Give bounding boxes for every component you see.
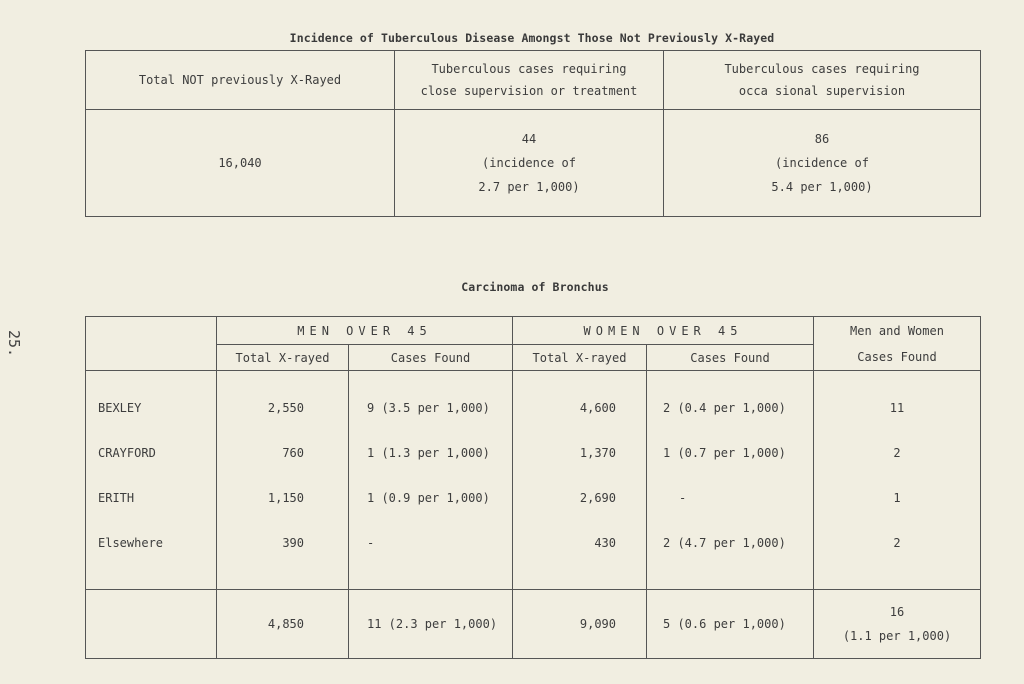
header-line: occa sional supervision bbox=[738, 84, 906, 98]
area-label: Elsewhere bbox=[98, 536, 164, 550]
women-cases-value: - bbox=[679, 491, 687, 505]
cell-line: 5.4 per 1,000) bbox=[771, 180, 873, 194]
table-header-row bbox=[86, 51, 981, 110]
women-total-value: 2,690 bbox=[579, 491, 616, 505]
occasional-supervision-value bbox=[664, 110, 981, 217]
men-cases-found-header: Cases Found bbox=[349, 345, 513, 371]
women-total-xrayed-header: Total X-rayed bbox=[513, 345, 647, 371]
carcinoma-table-title: Carcinoma of Bronchus bbox=[461, 280, 609, 294]
cell-line: (incidence of bbox=[775, 156, 869, 170]
header-line: Total NOT previously X-Rayed bbox=[138, 73, 342, 87]
women-cases-sum: 5 (0.6 per 1,000) bbox=[647, 590, 814, 659]
men-total-column bbox=[217, 371, 349, 590]
cell-line: 2.7 per 1,000) bbox=[478, 180, 580, 194]
men-cases-value: 9 (3.5 per 1,000) bbox=[367, 401, 490, 415]
cell-line: (incidence of bbox=[482, 156, 576, 170]
women-total-value: 4,600 bbox=[579, 401, 616, 415]
header-line: close supervision or treatment bbox=[420, 84, 638, 98]
men-over-45-header: MEN OVER 45 bbox=[217, 317, 513, 345]
cell-line: 44 bbox=[521, 132, 537, 146]
carcinoma-bronchus-table bbox=[85, 316, 981, 659]
men-and-women-header bbox=[814, 317, 981, 371]
men-total-value: 390 bbox=[282, 536, 304, 550]
totals-row bbox=[86, 590, 981, 659]
cell-line: 86 bbox=[814, 132, 830, 146]
header-line: Tuberculous cases requiring bbox=[724, 62, 920, 76]
header-line: Cases Found bbox=[857, 349, 937, 364]
area-column bbox=[86, 371, 217, 590]
all-cases-value: 2 bbox=[893, 446, 901, 460]
close-supervision-value bbox=[395, 110, 664, 217]
header-line: Tuberculous cases requiring bbox=[431, 62, 627, 76]
header-line: Men and Women bbox=[850, 323, 944, 338]
women-cases-value: 2 (4.7 per 1,000) bbox=[663, 536, 786, 550]
all-cases-value: 11 bbox=[889, 401, 905, 415]
men-cases-sum: 11 (2.3 per 1,000) bbox=[349, 590, 513, 659]
blank-corner-cell bbox=[86, 317, 217, 371]
header-total-not-xrayed bbox=[86, 51, 395, 110]
men-cases-column bbox=[349, 371, 513, 590]
men-cases-value: 1 (1.3 per 1,000) bbox=[367, 446, 490, 460]
men-total-value: 1,150 bbox=[267, 491, 304, 505]
women-over-45-header: WOMEN OVER 45 bbox=[513, 317, 814, 345]
women-total-value: 1,370 bbox=[579, 446, 616, 460]
men-total-value: 760 bbox=[282, 446, 304, 460]
women-total-value: 430 bbox=[594, 536, 616, 550]
header-close-supervision bbox=[395, 51, 664, 110]
group-header-row bbox=[86, 317, 981, 345]
cell-line: (1.1 per 1,000) bbox=[842, 629, 952, 643]
table-row bbox=[86, 110, 981, 217]
all-cases-value: 2 bbox=[893, 536, 901, 550]
men-total-value: 2,550 bbox=[267, 401, 304, 415]
area-label: ERITH bbox=[98, 491, 135, 505]
area-data-row bbox=[86, 371, 981, 590]
all-cases-sum bbox=[814, 590, 981, 659]
all-cases-value: 1 bbox=[893, 491, 901, 505]
men-cases-value: 1 (0.9 per 1,000) bbox=[367, 491, 490, 505]
men-total-xrayed-header: Total X-rayed bbox=[217, 345, 349, 371]
area-label: CRAYFORD bbox=[98, 446, 156, 460]
page-number: 25. bbox=[5, 330, 23, 358]
cell-line: 16 bbox=[889, 605, 905, 619]
women-cases-found-header: Cases Found bbox=[647, 345, 814, 371]
tb-table-title: Incidence of Tuberculous Disease Amongst Those Not Previously X-Rayed bbox=[289, 31, 775, 45]
tuberculous-incidence-table bbox=[85, 50, 981, 217]
women-cases-column bbox=[647, 371, 814, 590]
totals-label-cell bbox=[86, 590, 217, 659]
men-women-cases-column bbox=[814, 371, 981, 590]
men-cases-value: - bbox=[367, 536, 375, 550]
women-total-column bbox=[513, 371, 647, 590]
total-not-xrayed-value: 16,040 bbox=[86, 110, 395, 217]
women-cases-value: 1 (0.7 per 1,000) bbox=[663, 446, 786, 460]
area-label: BEXLEY bbox=[98, 401, 142, 415]
women-total-sum: 9,090 bbox=[513, 590, 647, 659]
women-cases-value: 2 (0.4 per 1,000) bbox=[663, 401, 786, 415]
header-occasional-supervision bbox=[664, 51, 981, 110]
men-total-sum: 4,850 bbox=[217, 590, 349, 659]
